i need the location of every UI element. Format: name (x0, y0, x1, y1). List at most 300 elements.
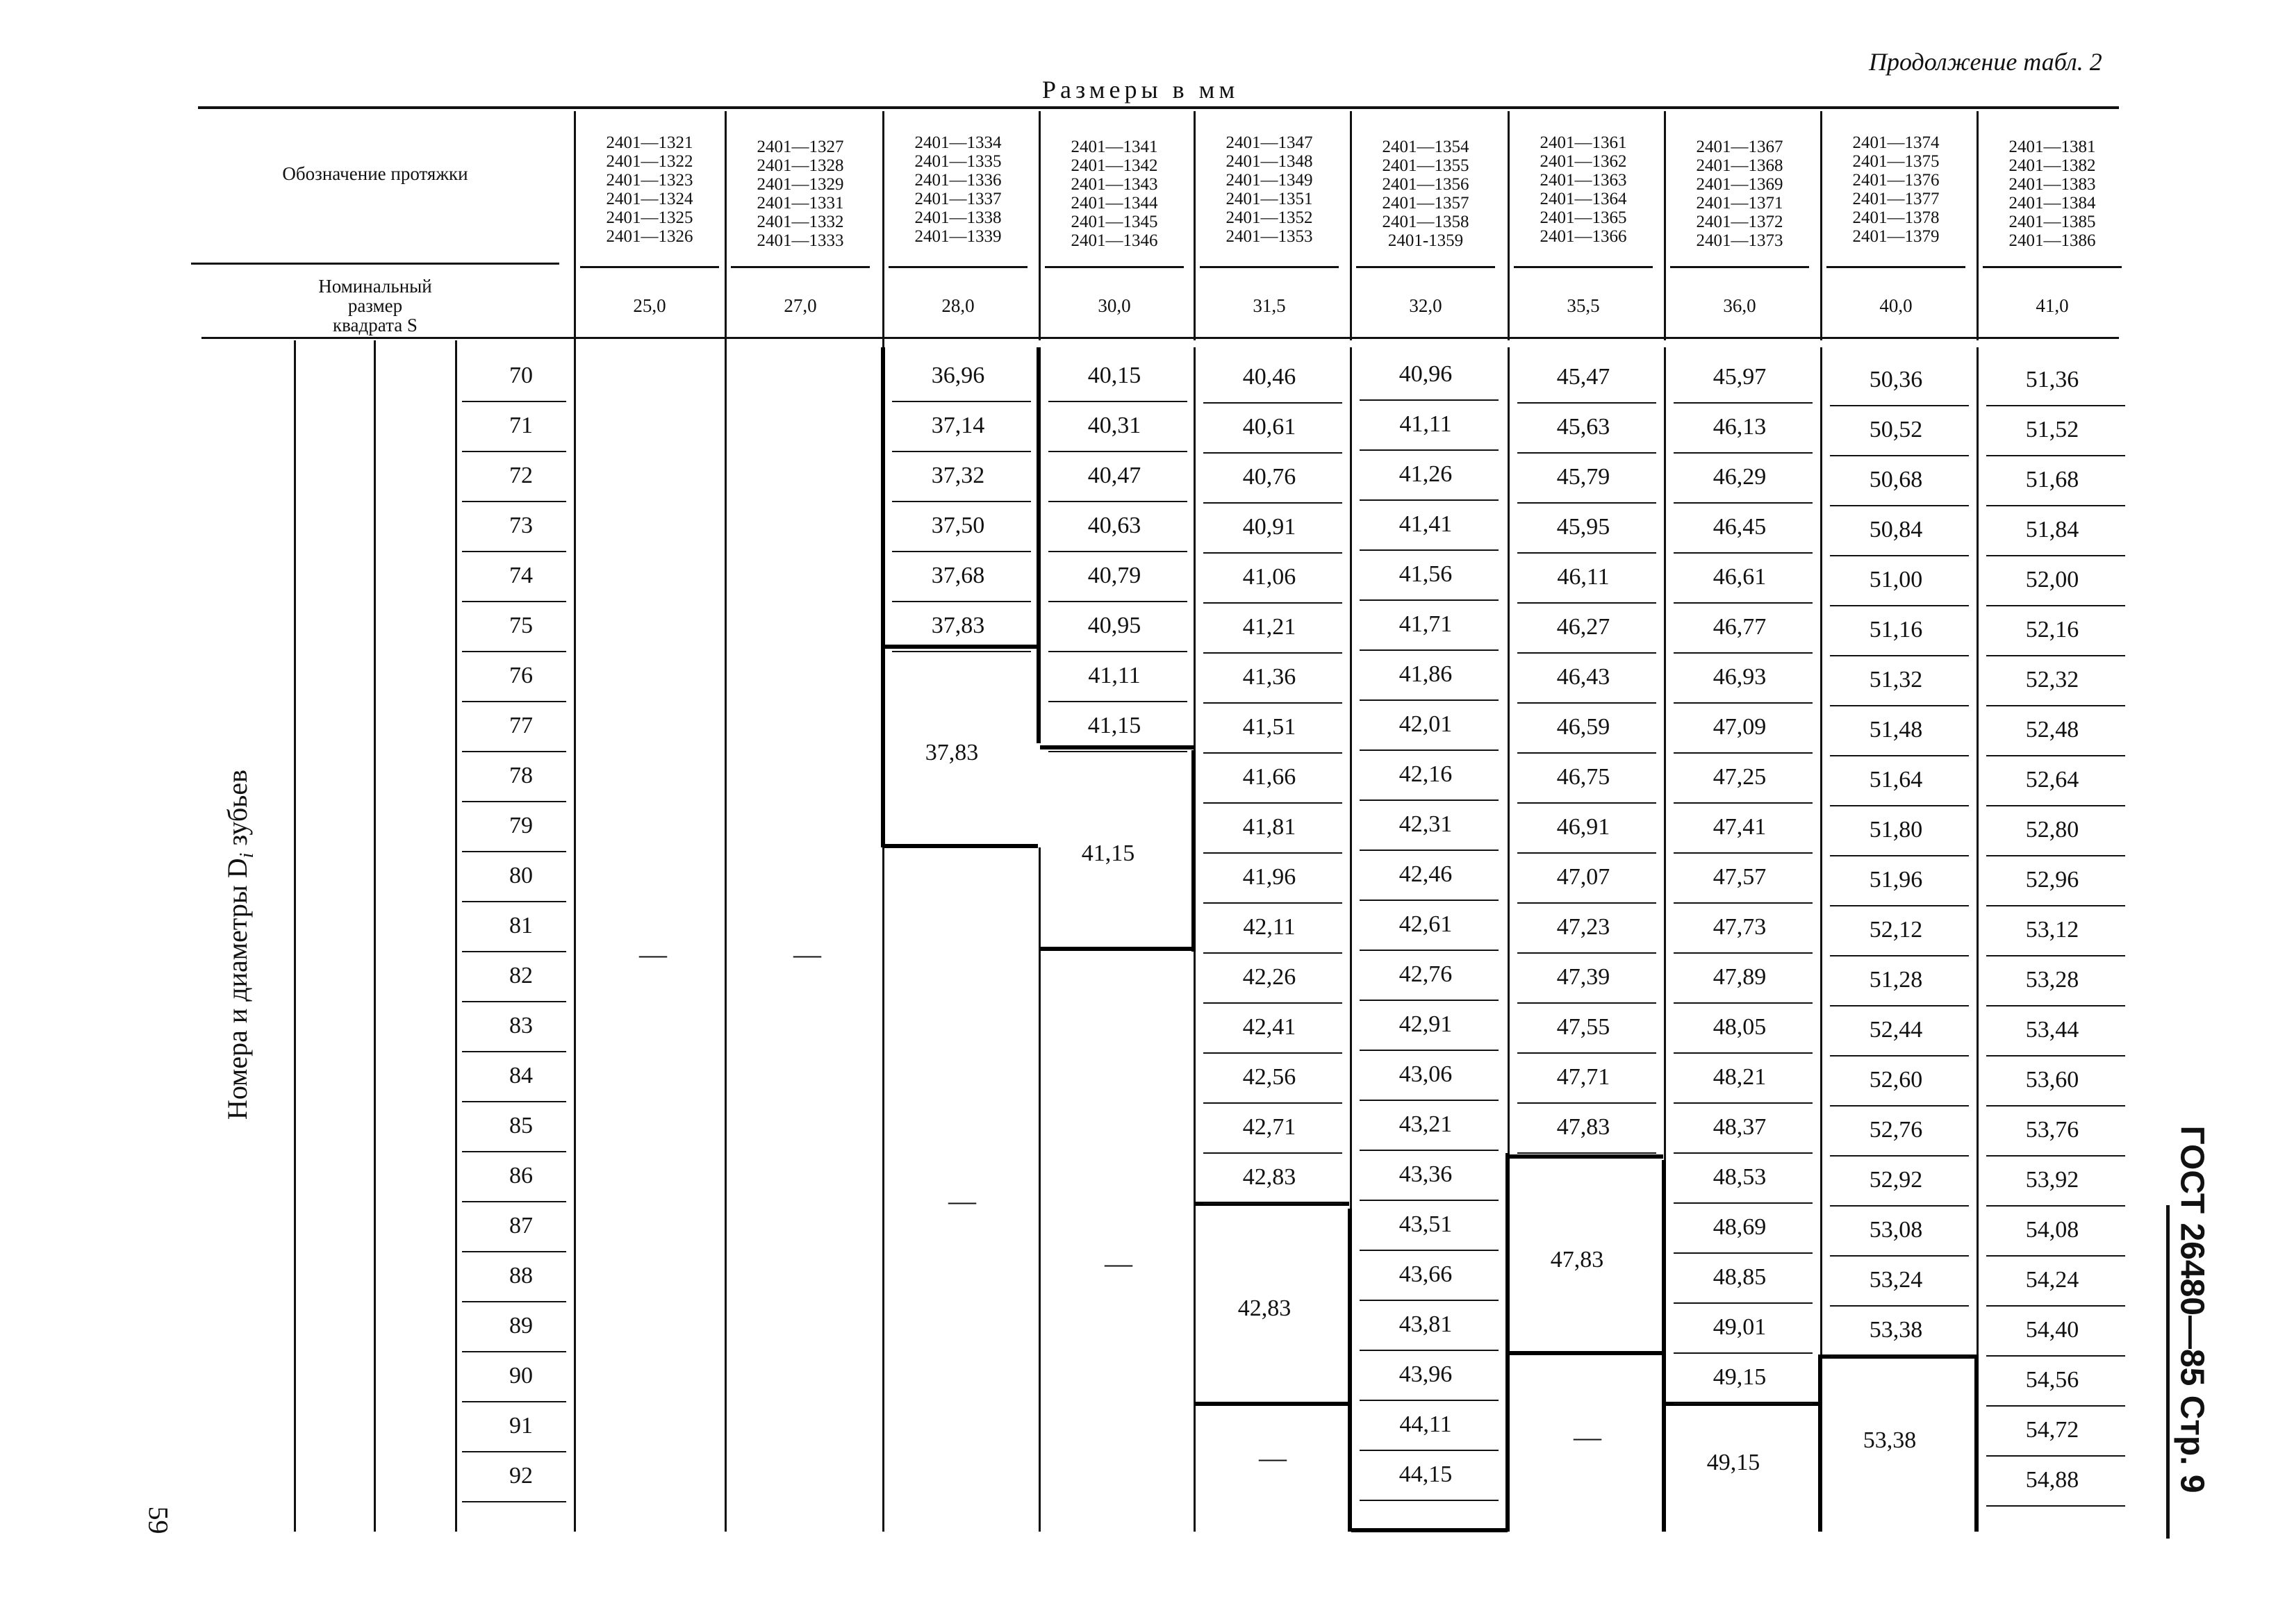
value-cell: 49,15 (1713, 1364, 1767, 1390)
value-cell: 53,28 (2025, 967, 2079, 993)
nominal-size-5: 32,0 (1409, 295, 1442, 316)
code-line: 2401—1327 (757, 138, 844, 156)
code-line: 2401—1322 (606, 152, 693, 171)
row-number-underline (462, 1201, 566, 1202)
value-cell: 40,91 (1242, 514, 1296, 540)
col9-left-border (1818, 1354, 1822, 1532)
row-number: 85 (509, 1113, 533, 1138)
value-cell: 47,55 (1556, 1014, 1610, 1040)
value-cell: 50,52 (1869, 417, 1923, 442)
value-cell: 52,00 (2025, 567, 2079, 593)
code-line: 2401—1351 (1226, 190, 1313, 208)
value-underline (1674, 1352, 1813, 1354)
value-cell: 53,76 (2025, 1117, 2079, 1143)
dash-col5: — (1259, 1442, 1287, 1473)
value-underline (1674, 902, 1813, 904)
row-number-underline (462, 601, 566, 602)
value-underline (1830, 1355, 1969, 1357)
value-underline (892, 401, 1031, 402)
row-number-underline (462, 1301, 566, 1302)
standard-label (2173, 1125, 2211, 1493)
value-underline (1830, 905, 1969, 906)
value-cell: 47,25 (1713, 764, 1767, 790)
value-underline (1986, 1055, 2125, 1057)
value-cell: 51,64 (1869, 767, 1923, 793)
value-underline (1048, 451, 1187, 452)
value-underline (1203, 852, 1342, 854)
header-underline-8 (1826, 266, 1965, 268)
dash-col2: — (793, 938, 821, 970)
value-cell: 46,75 (1556, 764, 1610, 790)
value-cell: 48,85 (1713, 1264, 1767, 1290)
value-underline (1048, 551, 1187, 552)
code-line: 2401—1364 (1540, 190, 1627, 208)
value-underline (1360, 699, 1499, 701)
value-cell: 52,60 (1869, 1067, 1923, 1093)
value-cell: 42,01 (1398, 711, 1453, 737)
value-cell: 41,81 (1242, 814, 1296, 840)
value-cell: 42,31 (1398, 811, 1453, 837)
value-underline (1203, 402, 1342, 404)
row-number-underline (462, 501, 566, 502)
value-cell: 47,83 (1556, 1114, 1610, 1140)
value-cell: 45,97 (1713, 364, 1767, 390)
value-underline (892, 551, 1031, 552)
code-line: 2401—1365 (1540, 208, 1627, 227)
value-cell: 36,96 (931, 363, 985, 388)
value-cell: 41,21 (1242, 614, 1296, 640)
row-number: 91 (509, 1413, 533, 1439)
value-underline (1986, 655, 2125, 656)
value-underline (1517, 402, 1656, 404)
value-cell: 40,95 (1087, 613, 1141, 638)
nominal-size-8: 40,0 (1879, 295, 1913, 316)
merged-col4: 41,15 (1081, 840, 1135, 866)
row-number: 80 (509, 863, 533, 888)
value-underline (1203, 1102, 1342, 1104)
value-underline (1360, 1500, 1499, 1501)
value-cell: 42,83 (1242, 1164, 1296, 1190)
value-underline (1830, 755, 1969, 756)
value-underline (1517, 502, 1656, 504)
merged-col7: 47,83 (1550, 1247, 1604, 1273)
col-sep-3 (1039, 111, 1041, 340)
value-underline (1674, 452, 1813, 454)
col-sep-9 (1977, 111, 1979, 340)
value-cell: 42,91 (1398, 1011, 1453, 1037)
row-number-underline (462, 851, 566, 852)
value-underline (1674, 1102, 1813, 1104)
value-cell: 41,11 (1399, 411, 1452, 437)
value-underline (1203, 802, 1342, 804)
value-underline (892, 451, 1031, 452)
code-line: 2401—1366 (1540, 227, 1627, 246)
col-sep-0 (574, 111, 576, 1532)
col-sep-6 (1508, 111, 1510, 340)
value-cell: 46,91 (1556, 814, 1610, 840)
value-cell: 51,80 (1869, 817, 1923, 843)
value-underline (1674, 602, 1813, 604)
row-number: 87 (509, 1213, 533, 1238)
value-underline (1674, 652, 1813, 654)
row-number-underline (462, 751, 566, 752)
code-line: 2401—1324 (606, 190, 693, 208)
value-cell: 46,61 (1713, 564, 1767, 590)
value-cell: 42,46 (1398, 861, 1453, 887)
value-underline (1986, 1455, 2125, 1457)
col6-left-border-top (1350, 347, 1352, 1209)
code-line: 2401—1344 (1071, 194, 1158, 213)
value-cell: 50,68 (1869, 467, 1923, 492)
value-cell: 43,21 (1398, 1111, 1453, 1137)
value-underline (1830, 505, 1969, 506)
value-underline (1830, 1105, 1969, 1107)
value-cell: 52,16 (2025, 617, 2079, 643)
nominal-size-2: 28,0 (941, 295, 975, 316)
value-underline (1203, 552, 1342, 554)
value-cell: 47,41 (1713, 814, 1767, 840)
code-line: 2401—1341 (1071, 138, 1158, 156)
value-cell: 52,32 (2025, 667, 2079, 693)
value-underline (1986, 705, 2125, 706)
value-underline (1360, 1200, 1499, 1201)
value-cell: 42,26 (1242, 964, 1296, 990)
value-underline (1986, 905, 2125, 906)
merged-col8: 49,15 (1706, 1450, 1760, 1475)
header-bottom-border (201, 337, 2119, 339)
value-underline (1360, 499, 1499, 501)
value-underline (1986, 1405, 2125, 1407)
value-underline (1986, 1005, 2125, 1006)
row-number: 81 (509, 913, 533, 938)
value-underline (1986, 505, 2125, 506)
col4-end (1040, 947, 1194, 951)
code-line: 2401—1333 (757, 231, 844, 250)
value-underline (1360, 1000, 1499, 1001)
value-underline (1360, 649, 1499, 651)
dash-col4: — (1105, 1248, 1132, 1279)
value-cell: 41,86 (1398, 661, 1453, 687)
col7-left-border-top (1508, 347, 1510, 1153)
col-sep-5 (1350, 111, 1352, 340)
value-underline (1830, 705, 1969, 706)
col8-left-border-top (1664, 347, 1666, 1160)
row-number: 70 (509, 363, 533, 388)
value-underline (892, 651, 1031, 652)
header-underline-7 (1670, 266, 1809, 268)
code-line: 2401—1348 (1226, 152, 1313, 171)
value-cell: 42,71 (1242, 1114, 1296, 1140)
nominal-size-0: 25,0 (633, 295, 666, 316)
value-underline (1360, 549, 1499, 551)
value-underline (1360, 1100, 1499, 1101)
code-line: 2401—1376 (1852, 171, 1940, 190)
row-number-underline (462, 1251, 566, 1252)
value-cell: 48,37 (1713, 1114, 1767, 1140)
row-number-underline (462, 1501, 566, 1502)
code-line: 2401—1331 (757, 194, 844, 213)
value-cell: 45,63 (1556, 414, 1610, 440)
code-line: 2401—1353 (1226, 227, 1313, 246)
col4-left-border (1037, 347, 1041, 743)
value-underline (1203, 1052, 1342, 1054)
value-underline (1986, 805, 2125, 806)
value-underline (1517, 852, 1656, 854)
code-line: 2401—1339 (914, 227, 1002, 246)
value-underline (1203, 952, 1342, 954)
value-underline (1360, 950, 1499, 951)
header-underline-5 (1356, 266, 1495, 268)
col6-left-border (1348, 1209, 1352, 1532)
value-cell: 52,92 (1869, 1167, 1923, 1193)
row-number-underline (462, 1401, 566, 1402)
value-cell: 48,21 (1713, 1064, 1767, 1090)
value-cell: 43,51 (1398, 1211, 1453, 1237)
code-line: 2401—1367 (1696, 138, 1783, 156)
value-underline (1830, 1305, 1969, 1307)
nominal-label-line1: Номинальный (318, 276, 432, 297)
value-cell: 52,80 (2025, 817, 2079, 843)
value-cell: 41,06 (1242, 564, 1296, 590)
value-underline (1203, 702, 1342, 704)
value-underline (1203, 1002, 1342, 1004)
value-cell: 40,31 (1087, 413, 1141, 438)
value-underline (1830, 405, 1969, 406)
value-cell: 51,84 (2025, 517, 2079, 542)
value-cell: 37,83 (931, 613, 985, 638)
code-line: 2401—1381 (2008, 138, 2096, 156)
value-underline (1203, 452, 1342, 454)
value-underline (1517, 602, 1656, 604)
value-underline (1674, 752, 1813, 754)
code-line: 2401—1336 (914, 171, 1002, 190)
value-cell: 37,68 (931, 563, 985, 588)
value-underline (1517, 902, 1656, 904)
value-underline (1517, 1002, 1656, 1004)
row-number-underline (462, 701, 566, 702)
value-cell: 43,66 (1398, 1261, 1453, 1287)
header-underline-3 (1045, 266, 1184, 268)
row-number: 76 (509, 663, 533, 688)
value-underline (1203, 502, 1342, 504)
column-codes-6 (1517, 133, 1649, 246)
value-underline (1674, 952, 1813, 954)
code-line: 2401—1343 (1071, 175, 1158, 194)
code-line: 2401—1342 (1071, 156, 1158, 175)
value-underline (1517, 1102, 1656, 1104)
value-cell: 54,24 (2025, 1267, 2079, 1293)
header-underline-4 (1200, 266, 1339, 268)
value-underline (1203, 1152, 1342, 1154)
col5-left-border-top (1194, 347, 1196, 750)
code-line: 2401—1384 (2008, 194, 2096, 213)
col10-left-border (1974, 1354, 1979, 1532)
value-cell: 54,72 (2025, 1417, 2079, 1443)
value-underline (1674, 1252, 1813, 1254)
value-cell: 51,32 (1869, 667, 1923, 693)
code-line: 2401—1362 (1540, 152, 1627, 171)
side-label-sub: i (236, 852, 258, 859)
value-cell: 41,41 (1398, 511, 1453, 537)
nominal-label-line3: квадрата S (333, 315, 418, 335)
value-underline (1986, 1505, 2125, 1507)
value-cell: 47,09 (1713, 714, 1767, 740)
nominal-label (278, 276, 472, 335)
code-line: 2401—1382 (2008, 156, 2096, 175)
value-cell: 41,11 (1088, 663, 1141, 688)
col5-end (1195, 1402, 1349, 1406)
value-cell: 37,14 (931, 413, 985, 438)
row-number-underline (462, 951, 566, 952)
nominal-size-6: 35,5 (1567, 295, 1600, 316)
code-line: 2401—1361 (1540, 133, 1627, 152)
code-line: 2401—1386 (2008, 231, 2096, 250)
code-line: 2401—1368 (1696, 156, 1783, 175)
col6-end (1351, 1528, 1508, 1532)
row-number-underline (462, 1101, 566, 1102)
value-cell: 41,71 (1398, 611, 1453, 637)
value-cell: 46,27 (1556, 614, 1610, 640)
value-underline (1986, 555, 2125, 556)
code-line: 2401—1374 (1852, 133, 1940, 152)
value-cell: 51,36 (2025, 367, 2079, 392)
value-cell: 43,36 (1398, 1161, 1453, 1187)
value-underline (1203, 902, 1342, 904)
col5-left-border (1191, 750, 1196, 952)
code-line: 2401—1329 (757, 175, 844, 194)
row-number-underline (462, 1001, 566, 1002)
designation-label: Обозначение протяжки (282, 163, 468, 184)
row-number: 84 (509, 1063, 533, 1088)
value-cell: 49,01 (1713, 1314, 1767, 1340)
value-underline (1517, 652, 1656, 654)
value-underline (1360, 1050, 1499, 1051)
col7-end (1509, 1351, 1663, 1355)
value-underline (1986, 855, 2125, 856)
row-number: 74 (509, 563, 533, 588)
value-underline (1048, 501, 1187, 502)
value-underline (1203, 602, 1342, 604)
value-underline (1203, 652, 1342, 654)
value-underline (1203, 1202, 1342, 1204)
row-number: 77 (509, 713, 533, 738)
value-cell: 53,92 (2025, 1167, 2079, 1193)
value-cell: 46,43 (1556, 664, 1610, 690)
value-cell: 52,48 (2025, 717, 2079, 743)
code-line: 2401—1325 (606, 208, 693, 227)
header-underline-6 (1514, 266, 1653, 268)
value-cell: 40,76 (1242, 464, 1296, 490)
standard-rule (2166, 1205, 2170, 1539)
value-underline (1674, 1002, 1813, 1004)
code-line: 2401—1328 (757, 156, 844, 175)
value-underline (1986, 1205, 2125, 1207)
code-line: 2401—1345 (1071, 213, 1158, 231)
header-underline-1 (731, 266, 870, 268)
value-cell: 52,76 (1869, 1117, 1923, 1143)
nominal-label-line2: размер (347, 295, 403, 316)
col3-end (884, 844, 1038, 848)
col10-left-border-top (1977, 347, 1979, 1354)
row-number: 83 (509, 1013, 533, 1038)
value-cell: 53,38 (1869, 1317, 1923, 1343)
row-number-underline (462, 901, 566, 902)
code-line: 2401—1356 (1382, 175, 1469, 194)
units-label: Размеры в мм (1042, 76, 1239, 103)
code-line: 2401—1338 (914, 208, 1002, 227)
nominal-size-7: 36,0 (1723, 295, 1756, 316)
row-number-underline (462, 1051, 566, 1052)
row-number: 86 (509, 1163, 533, 1188)
nominal-size-4: 31,5 (1253, 295, 1286, 316)
value-cell: 53,12 (2025, 917, 2079, 943)
nominal-size-1: 27,0 (784, 295, 817, 316)
value-cell: 43,96 (1398, 1361, 1453, 1387)
code-line: 2401—1337 (914, 190, 1002, 208)
value-cell: 37,32 (931, 463, 985, 488)
value-underline (1830, 955, 1969, 956)
code-line: 2401—1378 (1852, 208, 1940, 227)
value-cell: 40,79 (1087, 563, 1141, 588)
value-cell: 43,81 (1398, 1311, 1453, 1337)
table-top-border (198, 106, 2119, 109)
merged-col9: 53,38 (1863, 1427, 1917, 1453)
value-underline (1360, 1350, 1499, 1351)
value-underline (1517, 1152, 1656, 1154)
row-number: 79 (509, 813, 533, 838)
value-underline (1674, 1302, 1813, 1304)
code-line: 2401—1349 (1226, 171, 1313, 190)
value-cell: 40,61 (1242, 414, 1296, 440)
value-cell: 47,57 (1713, 864, 1767, 890)
row-number-underline (462, 551, 566, 552)
col-sep-left3 (455, 340, 457, 1532)
value-cell: 51,00 (1869, 567, 1923, 593)
value-cell: 46,29 (1713, 464, 1767, 490)
col7-step (1509, 1154, 1663, 1159)
value-underline (1517, 752, 1656, 754)
column-codes-0 (584, 133, 716, 246)
value-cell: 41,15 (1087, 713, 1141, 738)
value-cell: 42,56 (1242, 1064, 1296, 1090)
code-line: 2401-1359 (1387, 231, 1464, 250)
page-number: 59 (142, 1506, 174, 1534)
value-underline (1830, 1205, 1969, 1207)
header-divider (191, 263, 559, 265)
value-cell: 42,76 (1398, 961, 1453, 987)
column-codes-4 (1203, 133, 1335, 246)
value-underline (1986, 1155, 2125, 1157)
code-line: 2401—1363 (1540, 171, 1627, 190)
value-underline (1830, 655, 1969, 656)
row-number: 78 (509, 763, 533, 788)
value-underline (1830, 1155, 1969, 1157)
column-codes-8 (1830, 133, 1962, 246)
value-underline (1674, 1052, 1813, 1054)
value-underline (1674, 402, 1813, 404)
value-cell: 51,68 (2025, 467, 2079, 492)
value-cell: 41,26 (1398, 461, 1453, 487)
row-number-underline (462, 801, 566, 802)
header-underline-0 (580, 266, 719, 268)
value-underline (1048, 601, 1187, 602)
col4-step (1040, 745, 1194, 749)
value-cell: 42,41 (1242, 1014, 1296, 1040)
value-underline (1986, 605, 2125, 606)
col-sep-8 (1820, 111, 1822, 340)
value-cell: 47,73 (1713, 914, 1767, 940)
value-underline (1830, 555, 1969, 556)
